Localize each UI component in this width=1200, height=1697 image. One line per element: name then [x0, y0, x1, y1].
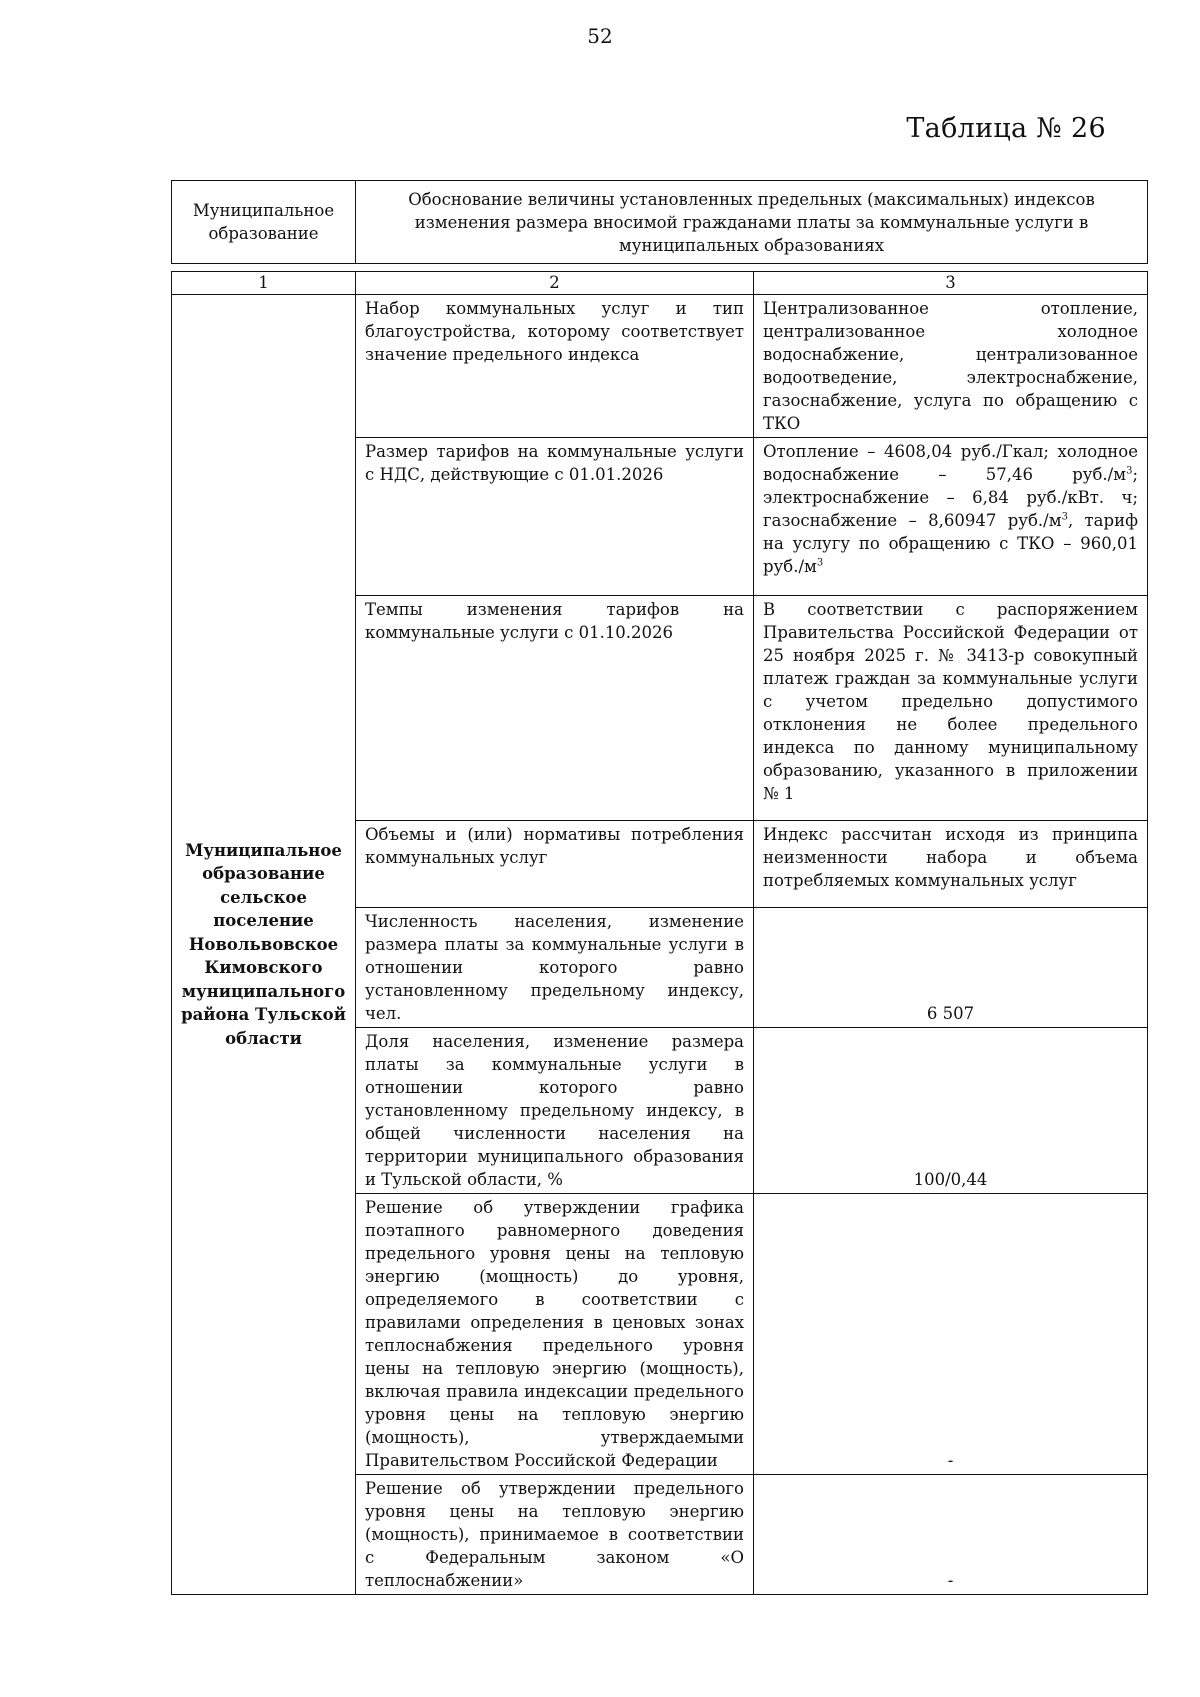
row-value: Индекс рассчитан исходя из принципа неизменности набора и объема потребляемых коммунальных услуг — [754, 821, 1148, 908]
column-number: 3 — [754, 272, 1148, 295]
row-label: Объемы и (или) нормативы потребления коммунальных услуг — [356, 821, 754, 908]
column-number: 1 — [172, 272, 356, 295]
row-value: 100/0,44 — [754, 1028, 1148, 1194]
data-table — [171, 271, 1148, 1595]
tariff-text: , тариф на услугу по обращению с ТКО – 960,01 руб./м — [763, 511, 1138, 576]
row-label: Размер тарифов на коммунальные услуги с НДС, действующие с 01.01.2026 — [356, 438, 754, 596]
row-label: Темпы изменения тарифов на коммунальные услуги с 01.10.2026 — [356, 596, 754, 821]
municipality-name: Муниципальное образование сельское поселение Новольвовское Кимовского муниципального района Тульской области — [172, 295, 356, 1595]
table-row — [172, 295, 1148, 438]
row-label: Решение об утверждении предельного уровня цены на тепловую энергию (мощность), принимаемое в соответствии с Федеральным законом «О теплоснабжении» — [356, 1475, 754, 1595]
superscript: 3 — [1126, 465, 1133, 477]
row-value: - — [754, 1475, 1148, 1595]
row-label: Решение об утверждении графика поэтапного равномерного доведения предельного уровня цены на тепловую энергию (мощность) до уровня, определяемого в соответствии с правилами определения в ценовых зонах теплоснабжения предельного уровня цены на тепловую энергию (мощность), включая правила индексации предельного уровня цены на тепловую энергию (мощность), утверждаемыми Правительством Российской Федерации — [356, 1194, 754, 1475]
column-number-row — [172, 272, 1148, 295]
row-value: В соответствии с распоряжением Правительства Российской Федерации от 25 ноября 2025 г. № 3413-р совокупный платеж граждан за коммунальные услуги с учетом предельно допустимого отклонения не более предельного индекса по данному муниципальному образованию, указанного в приложении № 1 — [754, 596, 1148, 821]
row-value: - — [754, 1194, 1148, 1475]
row-value: 6 507 — [754, 908, 1148, 1028]
column-number: 2 — [356, 272, 754, 295]
row-value — [754, 438, 1148, 596]
tariff-text: Отопление – 4608,04 руб./Гкал; холодное водоснабжение – 57,46 руб./м — [763, 442, 1138, 484]
table-header — [171, 180, 1148, 264]
header-row — [172, 181, 1148, 264]
table-title: Таблица № 26 — [906, 113, 1106, 144]
row-label: Численность населения, изменение размера платы за коммунальные услуги в отношении которого равно установленному предельному индексу, чел. — [356, 908, 754, 1028]
superscript: 3 — [1061, 511, 1068, 523]
page-number: 52 — [587, 24, 613, 48]
header-justification: Обоснование величины установленных предельных (максимальных) индексов изменения размера вносимой гражданами платы за коммунальные услуги в муниципальных образованиях — [356, 181, 1148, 264]
header-municipality: Муниципальное образование — [172, 181, 356, 264]
row-label: Доля населения, изменение размера платы за коммунальные услуги в отношении которого равно установленному предельному индексу, в общей численности населения на территории муниципального образования и Тульской области, % — [356, 1028, 754, 1194]
superscript: 3 — [816, 557, 824, 569]
row-label: Набор коммунальных услуг и тип благоустройства, которому соответствует значение предельного индекса — [356, 295, 754, 438]
row-value: Централизованное отопление, централизованное холодное водоснабжение, централизованное водоотведение, электроснабжение, газоснабжение, услуга по обращению с ТКО — [754, 295, 1148, 438]
tariff-text: ; электроснабжение – 6,84 руб./кВт. ч; газоснабжение – 8,60947 руб./м — [763, 465, 1138, 530]
